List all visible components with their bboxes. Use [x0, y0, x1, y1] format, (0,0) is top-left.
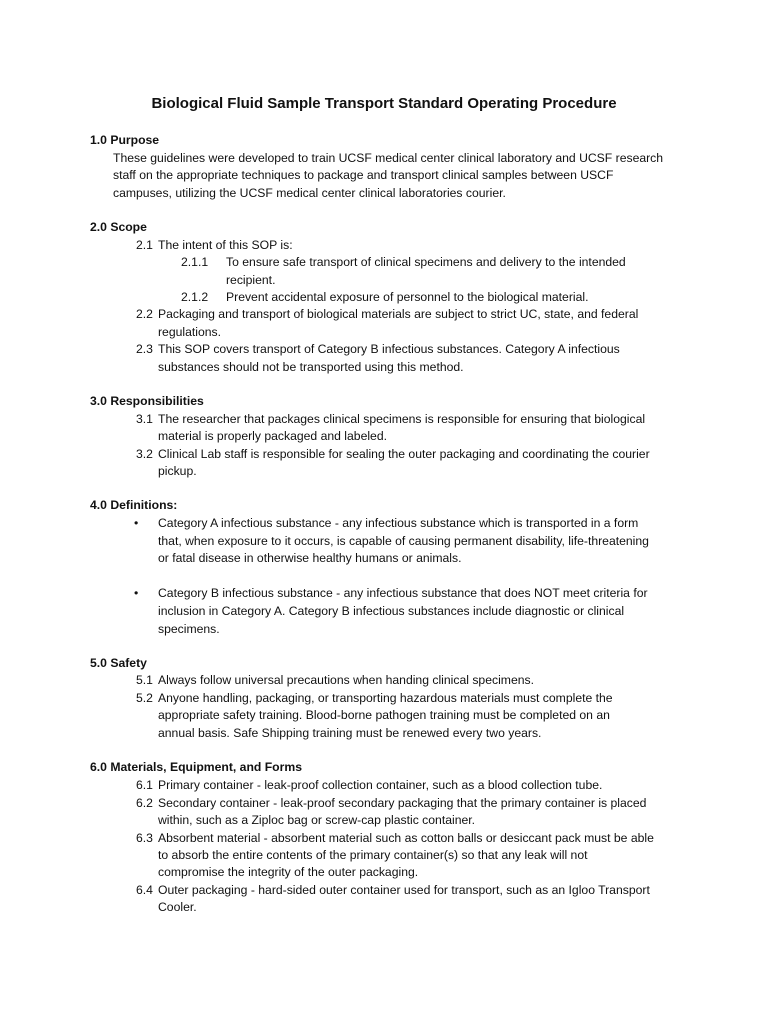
subitem-text: To ensure safe transport of clinical specimens and delivery to the intended: [226, 255, 626, 269]
item-text: annual basis. Safe Shipping training must be renewed every two years.: [158, 726, 542, 740]
subitem-text: recipient.: [226, 273, 276, 287]
bullet-icon: •: [134, 586, 139, 600]
item-number: 6.4: [136, 883, 153, 897]
purpose-text-line: These guidelines were developed to train UCSF medical center clinical laboratory and UCSF research: [113, 151, 664, 165]
item-text: Anyone handling, packaging, or transporting hazardous materials must complete the: [158, 691, 613, 705]
subitem-number: 2.1.2: [181, 290, 209, 304]
definition-text: Category A infectious substance - any infectious substance which is transported in a form: [158, 516, 639, 530]
item-text: within, such as a Ziploc bag or screw-cap plastic container.: [158, 813, 476, 827]
item-number: 2.1: [136, 238, 153, 252]
item-text: Primary container - leak-proof collection container, such as a blood collection tube.: [158, 778, 603, 792]
item-number: 5.2: [136, 691, 153, 705]
item-number: 6.3: [136, 831, 153, 845]
item-number: 3.1: [136, 412, 153, 426]
item-text: material is properly packaged and labeled.: [158, 429, 387, 443]
item-text: Clinical Lab staff is responsible for sealing the outer packaging and coordinating the courier: [158, 447, 650, 461]
section-heading-definitions: 4.0 Definitions:: [90, 498, 178, 512]
item-number: 6.1: [136, 778, 153, 792]
subitem-text: Prevent accidental exposure of personnel to the biological material.: [226, 290, 589, 304]
section-heading-safety: 5.0 Safety: [90, 656, 147, 670]
item-number: 2.3: [136, 342, 153, 356]
definition-text: Category B infectious substance - any infectious substance that does NOT meet criteria for: [158, 586, 648, 600]
item-text: to absorb the entire contents of the primary container(s) so that any leak will not: [158, 848, 588, 862]
purpose-text-line: staff on the appropriate techniques to package and transport clinical samples between USCF: [113, 168, 614, 182]
item-text: Packaging and transport of biological materials are subject to strict UC, state, and federal: [158, 307, 639, 321]
section-heading-scope: 2.0 Scope: [90, 220, 147, 234]
item-number: 6.2: [136, 796, 153, 810]
item-text: This SOP covers transport of Category B infectious substances. Category A infectious: [158, 342, 620, 356]
item-text: Outer packaging - hard-sided outer container used for transport, such as an Igloo Transport: [158, 883, 650, 897]
item-text: regulations.: [158, 325, 222, 339]
document-title: Biological Fluid Sample Transport Standard Operating Procedure: [151, 95, 617, 112]
item-text: Absorbent material - absorbent material such as cotton balls or desiccant pack must be able: [158, 831, 654, 845]
item-text: appropriate safety training. Blood-borne pathogen training must be completed on an: [158, 708, 610, 722]
item-number: 3.2: [136, 447, 153, 461]
item-text: Cooler.: [158, 900, 197, 914]
item-number: 2.2: [136, 307, 153, 321]
item-text: Always follow universal precautions when handing clinical specimens.: [158, 673, 534, 687]
definition-text: or fatal disease in otherwise healthy humans or animals.: [158, 551, 462, 565]
item-text: The intent of this SOP is:: [158, 238, 293, 252]
bullet-icon: •: [134, 516, 139, 530]
section-heading-materials: 6.0 Materials, Equipment, and Forms: [90, 760, 302, 774]
item-text: Secondary container - leak-proof secondary packaging that the primary container is placed: [158, 796, 647, 810]
item-text: pickup.: [158, 464, 197, 478]
section-heading-responsibilities: 3.0 Responsibilities: [90, 394, 204, 408]
item-text: substances should not be transported using this method.: [158, 360, 464, 374]
section-heading-purpose: 1.0 Purpose: [90, 133, 160, 147]
subitem-number: 2.1.1: [181, 255, 209, 269]
definition-text: inclusion in Category A. Category B infectious substances include diagnostic or clinical: [158, 604, 625, 618]
item-text: compromise the integrity of the outer packaging.: [158, 865, 419, 879]
item-text: The researcher that packages clinical specimens is responsible for ensuring that biological: [158, 412, 646, 426]
item-number: 5.1: [136, 673, 153, 687]
purpose-text-line: campuses, utilizing the UCSF medical center clinical laboratories courier.: [113, 186, 506, 200]
definition-text: specimens.: [158, 622, 220, 636]
definition-text: that, when exposure to it occurs, is capable of causing permanent disability, life-threatening: [158, 534, 649, 548]
